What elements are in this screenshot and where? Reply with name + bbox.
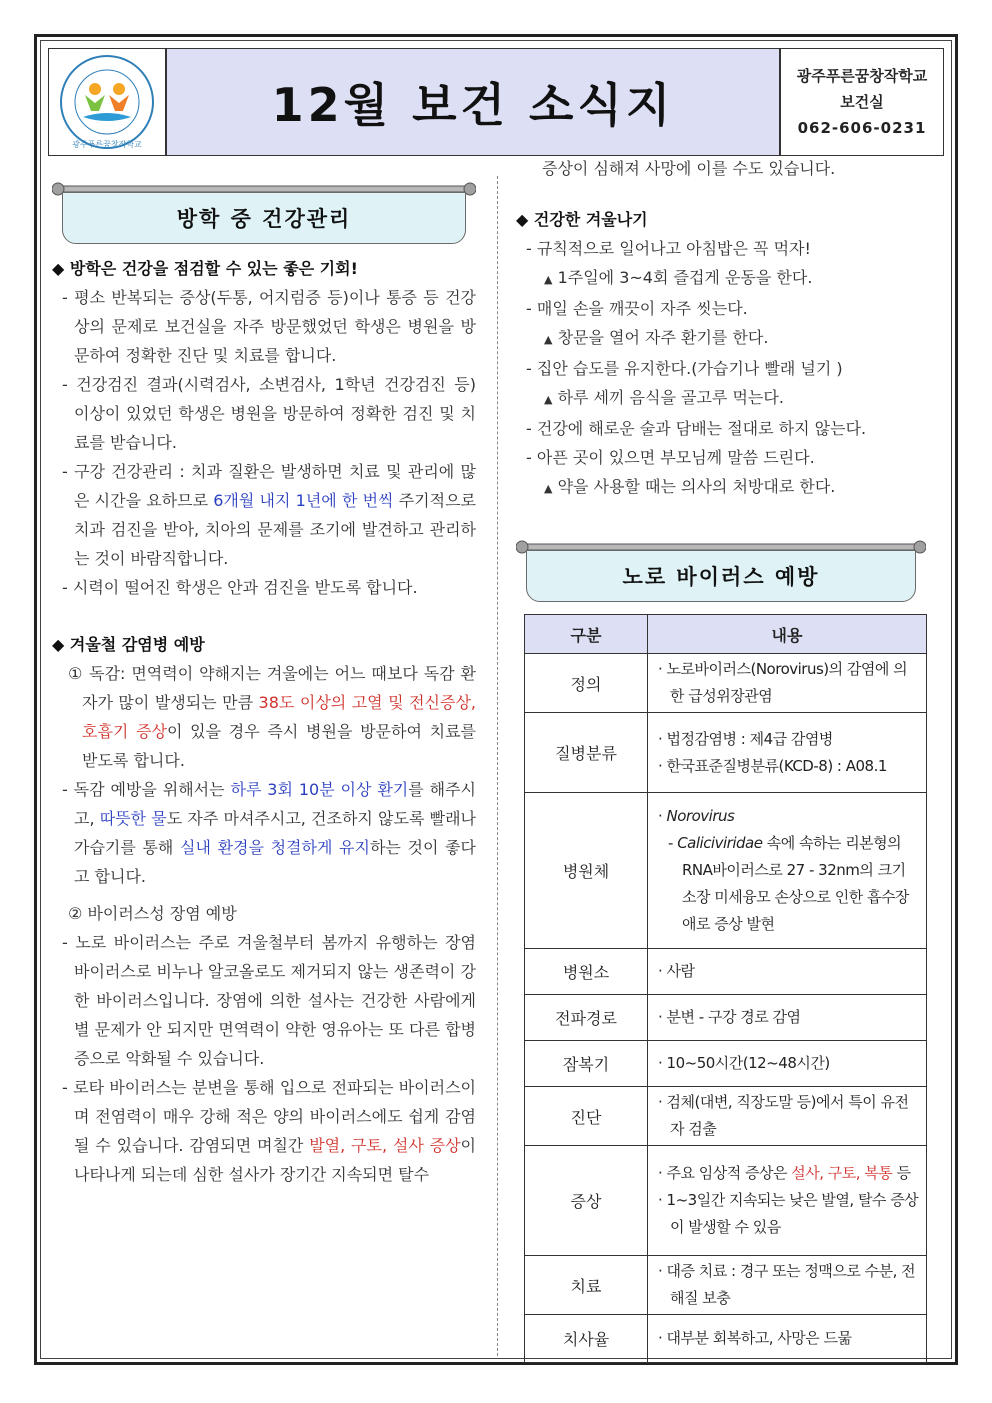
row-value: · 노로바이러스(Norovirus)의 감염에 의한 급성위장관염 [648, 654, 927, 713]
continued-text: 증상이 심해져 사망에 이를 수도 있습니다. [542, 159, 836, 178]
right-column-text [516, 154, 940, 503]
list-item: - 건강에 해로운 술과 담배는 절대로 하지 않는다. [526, 419, 867, 438]
row-value: · 대부분 회복하고, 사망은 드묾 [648, 1315, 927, 1363]
row-key: 전파경로 [525, 995, 648, 1041]
table-header: 내용 [648, 615, 927, 654]
row-value: · 분변 - 구강 경로 감염 [648, 995, 927, 1041]
list-item: - 평소 반복되는 증상(두통, 어지럼증 등)이나 통증 등 건강상의 문제로 보건실을 자주 방문했었던 학생은 병원을 방문하여 정확한 진단 및 치료를 합니다. [62, 288, 476, 365]
section-title-winter-infection: ◆ 겨울철 감염병 예방 [52, 635, 205, 654]
table-row [525, 1315, 927, 1363]
list-item: - 구강 건강관리 : 치과 질환은 발생하면 치료 및 관리에 많은 시간을 요하므로 6개월 내지 1년에 한 번씩 주기적으로 치과 검진을 받아, 치아의 문제를 조기에 발견하고 관리하는 것이 바람직합니다. [62, 462, 477, 568]
row-value: · 10~50시간(12~48시간) [648, 1041, 927, 1087]
section-title-winter-health: ◆ 건강한 겨울나기 [516, 210, 648, 229]
banner-title: 노로 바이러스 예방 [526, 550, 916, 602]
school-logo-box [48, 48, 166, 156]
phone-number: 062-606-0231 [797, 119, 927, 137]
school-info [780, 48, 944, 156]
list-item: - 시력이 떨어진 학생은 안과 검진을 받도록 합니다. [62, 578, 418, 597]
row-value: · 주요 임상적 증상은 설사, 구토, 복통 등 · 1~3일간 지속되는 낮은 발열, 탈수 증상이 발생할 수 있음 [648, 1146, 927, 1256]
row-key: 치료 [525, 1256, 648, 1315]
logo-text: 광주푸른꿈창작학교 [72, 140, 142, 149]
school-logo [49, 49, 165, 155]
row-key: 병원소 [525, 949, 648, 995]
list-item: - 집안 습도를 유지한다.(가습기나 빨래 널기 ) [526, 359, 843, 378]
newsletter-header [48, 48, 944, 156]
row-key: 잠복기 [525, 1041, 648, 1087]
row-key: 질병분류 [525, 713, 648, 793]
row-value: · Norovirus - Caliciviridae 속에 속하는 리본형의 RNA바이러스로 27 - 32nm의 크기 소장 미세융모 손상으로 인한 흡수장애로 증상 발현 [648, 793, 927, 949]
section-title-vacation: ◆ 방학은 건강을 점검할 수 있는 좋은 기회! [52, 259, 358, 278]
page-title: 12월 보건 소식지 [166, 48, 780, 156]
banner-norovirus [516, 540, 926, 602]
table-row [525, 793, 927, 949]
list-item: - 독감 예방을 위해서는 하루 3회 10분 이상 환기를 해주시고, 따뜻한 물도 자주 마셔주시고, 건조하지 않도록 빨래나 가습기를 통해 실내 환경을 청결하게 유지하는 것이 좋다고 합니다. [62, 780, 476, 886]
table-row [525, 1087, 927, 1146]
table-row [525, 654, 927, 713]
office-name: 보건실 [840, 93, 884, 111]
row-key: 증상 [525, 1146, 648, 1256]
table-row [525, 1041, 927, 1087]
list-subitem: ▲ 하루 세끼 음식을 골고루 먹는다. [544, 388, 784, 407]
list-item: - 로타 바이러스는 분변을 통해 입으로 전파되는 바이러스이며 전염력이 매우 강해 적은 양의 바이러스에도 쉽게 감염될 수 있습니다. 감염되면 며칠간 발열, 구토, 설사 증상이 나타나게 되는데 심한 설사가 장기간 지속되면 탈수 [62, 1078, 477, 1184]
list-item: - 매일 손을 깨끗이 자주 씻는다. [526, 299, 748, 318]
list-subitem: ▲ 창문을 열어 자주 환기를 한다. [544, 328, 769, 347]
left-column-text [52, 254, 476, 1189]
list-subitem: ▲ 약을 사용할 때는 의사의 처방대로 한다. [544, 477, 836, 496]
table-header: 구분 [525, 615, 648, 654]
list-item: - 아픈 곳이 있으면 부모님께 말씀 드린다. [526, 448, 815, 467]
list-subitem: ▲ 1주일에 3~4회 즐겁게 운동을 한다. [544, 268, 813, 287]
row-value: · 법정감염병 : 제4급 감염병 · 한국표준질병분류(KCD-8) : A08.1 [648, 713, 927, 793]
row-value: · 대증 치료 : 경구 또는 정맥으로 수분, 전해질 보충 [648, 1256, 927, 1315]
banner-vacation-health [52, 182, 476, 244]
table-row [525, 995, 927, 1041]
row-key: 진단 [525, 1087, 648, 1146]
row-key: 병원체 [525, 793, 648, 949]
row-value: · 사람 [648, 949, 927, 995]
table-row [525, 1146, 927, 1256]
list-item: - 노로 바이러스는 주로 겨울철부터 봄까지 유행하는 장염 바이러스로 비누나 알코올로도 제거되지 않는 생존력이 강한 바이러스입니다. 장염에 의한 설사는 건강한 사람에게 별 문제가 안 되지만 면역력이 약한 영유아는 또 다른 합병증으로 악화될 수 있습니다. [62, 933, 476, 1068]
section-title-viral-enteritis: ② 바이러스성 장염 예방 [68, 904, 237, 923]
banner-title: 방학 중 건강관리 [62, 192, 466, 244]
row-value: · 검체(대변, 직장도말 등)에서 특이 유전자 검출 [648, 1087, 927, 1146]
list-item: - 건강검진 결과(시력검사, 소변검사, 1학년 건강검진 등) 이상이 있었던 학생은 병원을 방문하여 정확한 검진 및 치료를 받습니다. [62, 375, 477, 452]
column-divider [497, 176, 498, 1356]
school-name: 광주푸른꿈창작학교 [796, 67, 928, 85]
norovirus-table [524, 614, 927, 1363]
table-row [525, 949, 927, 995]
list-item: - 규칙적으로 일어나고 아침밥은 꼭 먹자! [526, 239, 811, 258]
row-key: 정의 [525, 654, 648, 713]
table-row [525, 1256, 927, 1315]
table-header-row [525, 615, 927, 654]
row-key: 치사율 [525, 1315, 648, 1363]
table-row [525, 713, 927, 793]
list-item: ① 독감: 면역력이 약해지는 겨울에는 어느 때보다 독감 환자가 많이 발생되는 만큼 38도 이상의 고열 및 전신증상, 호흡기 증상이 있을 경우 즉시 병원을 방문하여 치료를 받도록 합니다. [68, 664, 476, 770]
